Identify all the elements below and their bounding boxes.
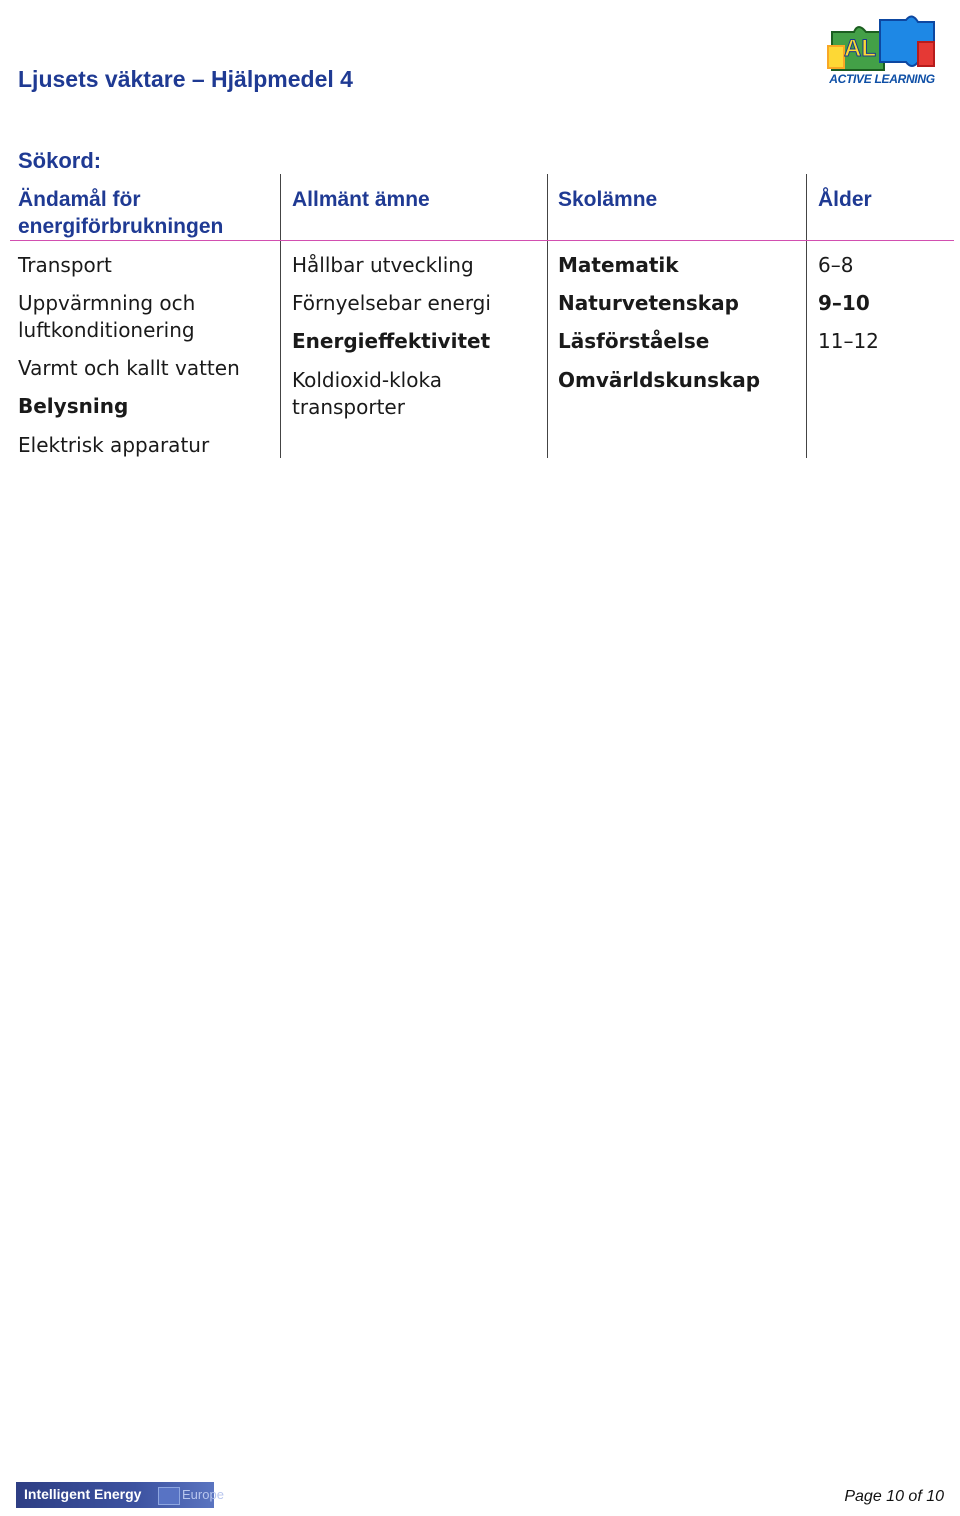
column-header-age [818, 186, 872, 213]
header-line: Ålder [818, 188, 872, 211]
intelligent-energy-logo [16, 1482, 224, 1508]
logo-text: ACTIVE LEARNING [829, 72, 935, 86]
list-item: Naturvetenskap [558, 291, 739, 315]
list-item: 6–8 [818, 253, 854, 277]
active-learning-logo [822, 12, 938, 88]
column-header-general-topic [292, 186, 430, 213]
header-line: energiförbrukningen [18, 215, 224, 238]
list-item: Belysning [18, 394, 129, 418]
list-item: Hållbar utveckling [292, 253, 474, 277]
puzzle-logo-icon [822, 12, 938, 74]
list-item: Förnyelsebar energi [292, 291, 491, 315]
item-line: Koldioxid-kloka [292, 368, 442, 392]
column-divider [806, 174, 807, 458]
list-item: Elektrisk apparatur [18, 433, 210, 457]
column-header-school-subject [558, 186, 657, 213]
list-item: Varmt och kallt vatten [18, 356, 240, 380]
page-title: Ljusets väktare – Hjälpmedel 4 [18, 66, 353, 92]
list-item: Transport [18, 253, 112, 277]
column-divider [280, 174, 281, 458]
header-rule [10, 240, 954, 241]
item-line: transporter [292, 395, 405, 419]
header-line: Skolämne [558, 188, 658, 211]
header-line: Ändamål för [18, 188, 141, 211]
item-line: Uppvärmning och [18, 291, 196, 315]
list-item: Omvärldskunskap [558, 368, 761, 392]
list-item: 9–10 [818, 291, 870, 315]
list-item [18, 290, 195, 344]
logo-letters: AL [844, 35, 876, 62]
page-number: Page 10 of 10 [844, 1488, 944, 1505]
keywords-label: Sökord: [18, 148, 102, 173]
list-item: Matematik [558, 253, 679, 277]
list-item: Energieffektivitet [292, 329, 491, 353]
footer-logo-sub: Europe [182, 1487, 224, 1502]
keywords-table [0, 174, 960, 460]
header-line: Allmänt ämne [292, 188, 430, 211]
list-item [292, 367, 442, 421]
column-header-purpose [18, 186, 223, 240]
column-divider [547, 174, 548, 458]
footer-logo-text: Intelligent Energy [24, 1486, 142, 1502]
eu-flag-icon [158, 1487, 180, 1505]
list-item: 11–12 [818, 329, 879, 353]
list-item: Läsförståelse [558, 329, 710, 353]
item-line: luftkonditionering [18, 318, 195, 342]
